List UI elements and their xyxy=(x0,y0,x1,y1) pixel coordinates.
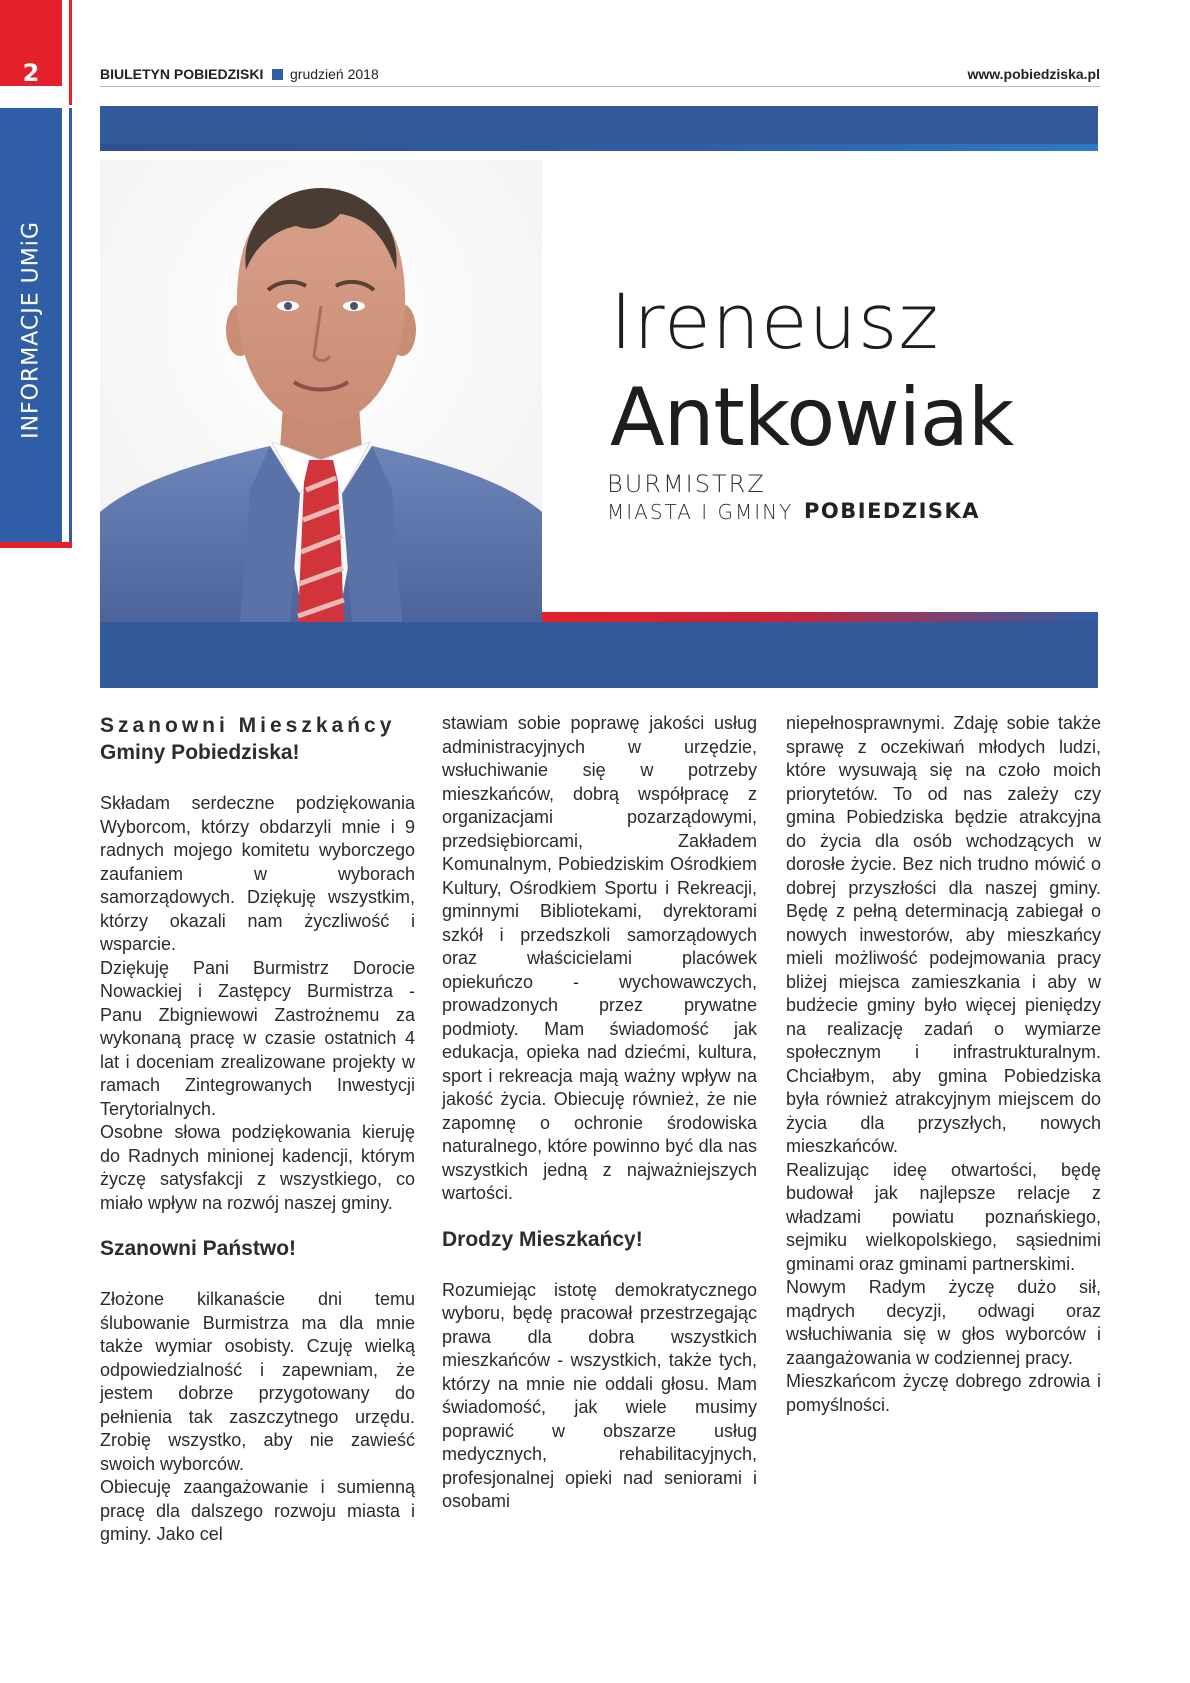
article-column-1 xyxy=(100,712,415,1547)
paragraph: niepełnosprawnymi. Zdaję sobie także sprawę z oczekiwań młodych ludzi, które wysuwają się na czoło moich priorytetów. To od nas zależy czy gmina Pobiedziska będzie atrakcyjna do życia dla osób wchodzących w dorosłe życie. Bez nich trudno mówić o dobrej przyszłości dla naszej gminy. Będę z pełną determinacją zabiegał o nowych inwestorów, aby mieszkańcy mieli możliwość podejmowania pracy bliżej miejsca zamieszkania i aby w budżecie gminy było więcej pieniędzy na realizację zadań o wymiarze społecznym i infrastrukturalnym. Chciałbym, aby gmina Pobiedziska była również atrakcyjnym miejscem do życia dla przyszłych, nowych mieszkańców. xyxy=(786,713,1101,1156)
bottom-banner-stripe xyxy=(542,612,1098,622)
person-first-name: Ireneusz xyxy=(610,277,940,366)
person-place: POBIEDZISKA xyxy=(804,499,981,523)
paragraph: Obiecuję zaangażowanie i sumienną pracę dla dalszego rozwoju miasta i gminy. Jako cel xyxy=(100,1477,415,1544)
top-banner xyxy=(100,106,1098,144)
greeting-heading-line2: Gminy Pobiedziska! xyxy=(100,741,300,764)
article-column-2 xyxy=(442,712,757,1514)
paragraph: Realizując ideę otwartości, będę budował jak najlepsze relacje z władzami powiatu poznańskiego, sejmiku wielkopolskiego, sąsiednimi gminami oraz gminami partnerskimi. xyxy=(786,1159,1101,1274)
page-number: 2 xyxy=(22,59,40,87)
top-banner-stripe xyxy=(100,144,1098,151)
section-heading: Szanowni Państwo! xyxy=(100,1237,297,1260)
paragraph: Rozumiejąc istotę demokratycznego wyboru, będę pracował przestrzegając prawa dla dobra wszystkich mieszkańców - wszystkich, także tych, którzy na mnie nie oddali głosu. Mam świadomość, jak wiele musimy poprawić w obszarze usług medycznych, rehabilitacyjnych, profesjonalnej opieki nad seniorami i osobami xyxy=(442,1279,757,1511)
paragraph: Nowym Radym życzę dużo sił, mądrych decyzji, odwagi oraz wsłuchiwania się w głos wyborców i zaangażowania w codziennej pracy. xyxy=(786,1277,1101,1368)
paragraph: Mieszkańcom życzę dobrego zdrowia i pomyślności. xyxy=(786,1371,1101,1415)
section-heading: Drodzy Mieszkańcy! xyxy=(442,1227,643,1251)
bottom-banner xyxy=(100,622,1098,688)
running-header xyxy=(100,66,1100,84)
paragraph: Osobne słowa podziękowania kieruję do Radnych minionej kadencji, którym życzę satysfakcji z wszystkiego, co miało wpływ na rozwój naszej gminy. xyxy=(100,1122,415,1213)
page-edge-red-line xyxy=(69,0,72,105)
person-title: BURMISTRZ xyxy=(607,470,766,498)
paragraph: Dziękuję Pani Burmistrz Dorocie Nowackiej i Zastępcy Burmistrza - Panu Zbigniewowi Zastrożnemu za wykonaną pracę w czasie ostatnich 4 lat i doceniam zrealizowane projekty w ramach Zintegrowanych Inwestycji Terytorialnych. xyxy=(100,957,415,1119)
greeting-heading: Szanowni Mieszkańcy xyxy=(100,714,396,737)
article-column-3 xyxy=(786,712,1101,1417)
header-square-icon xyxy=(272,69,283,80)
section-tab-line xyxy=(69,108,72,548)
section-tab-underline xyxy=(0,542,72,548)
bulletin-title: BIULETYN POBIEDZISKI xyxy=(100,66,264,82)
paragraph: Składam serdeczne podziękowania Wyborcom, którzy obdarzyli mnie i 9 radnych mojego komitetu wyborczego zaufaniem w wyborach samorządowych. Dziękuję wszystkim, którzy okazali nam życzliwość i wsparcie. xyxy=(100,793,415,954)
paragraph: Złożone kilkanaście dni temu ślubowanie Burmistrza ma dla mnie także wymiar osobisty. Czuję wielką odpowiedzialność i zapewniam, że jestem dobrze przygotowany do pełnienia tak zaszczytnego urzędu. Zrobię wszystko, aby nie zawieść swoich wyborców. xyxy=(100,1289,415,1474)
portrait-photo xyxy=(100,160,542,622)
section-label: INFORMACJE UMiG xyxy=(18,221,44,439)
person-subtitle: MIASTA I GMINY xyxy=(607,500,794,524)
website-link[interactable]: www.pobiedziska.pl xyxy=(967,66,1100,82)
header-rule xyxy=(100,86,1100,87)
issue-date: grudzień 2018 xyxy=(290,66,379,82)
person-last-name: Antkowiak xyxy=(610,371,1014,464)
paragraph: stawiam sobie poprawę jakości usług administracyjnych w urzędzie, wsłuchiwanie się w potrzeby mieszkańców, dobrą współpracę z organizacjami pozarządowymi, przedsiębiorcami, Zakładem Komunalnym, Pobiedziskim Ośrodkiem Kultury, Ośrodkiem Sportu i Rekreacji, gminnymi Bibliotekami, dyrektorami szkół i przedszkoli samorządowych oraz właścicielami placówek opiekuńczo - wychowawczych, prowadzonych przez prywatne podmioty. Mam świadomość jak edukacja, opieka nad dziećmi, kultura, sport i rekreacja mają ważny wpływ na jakość życia. Obiecuję również, że nie zapomnę o ochronie środowiska naturalnego, które powinno być dla nas wszystkich jedną z najważniejszych wartości. xyxy=(442,713,757,1203)
